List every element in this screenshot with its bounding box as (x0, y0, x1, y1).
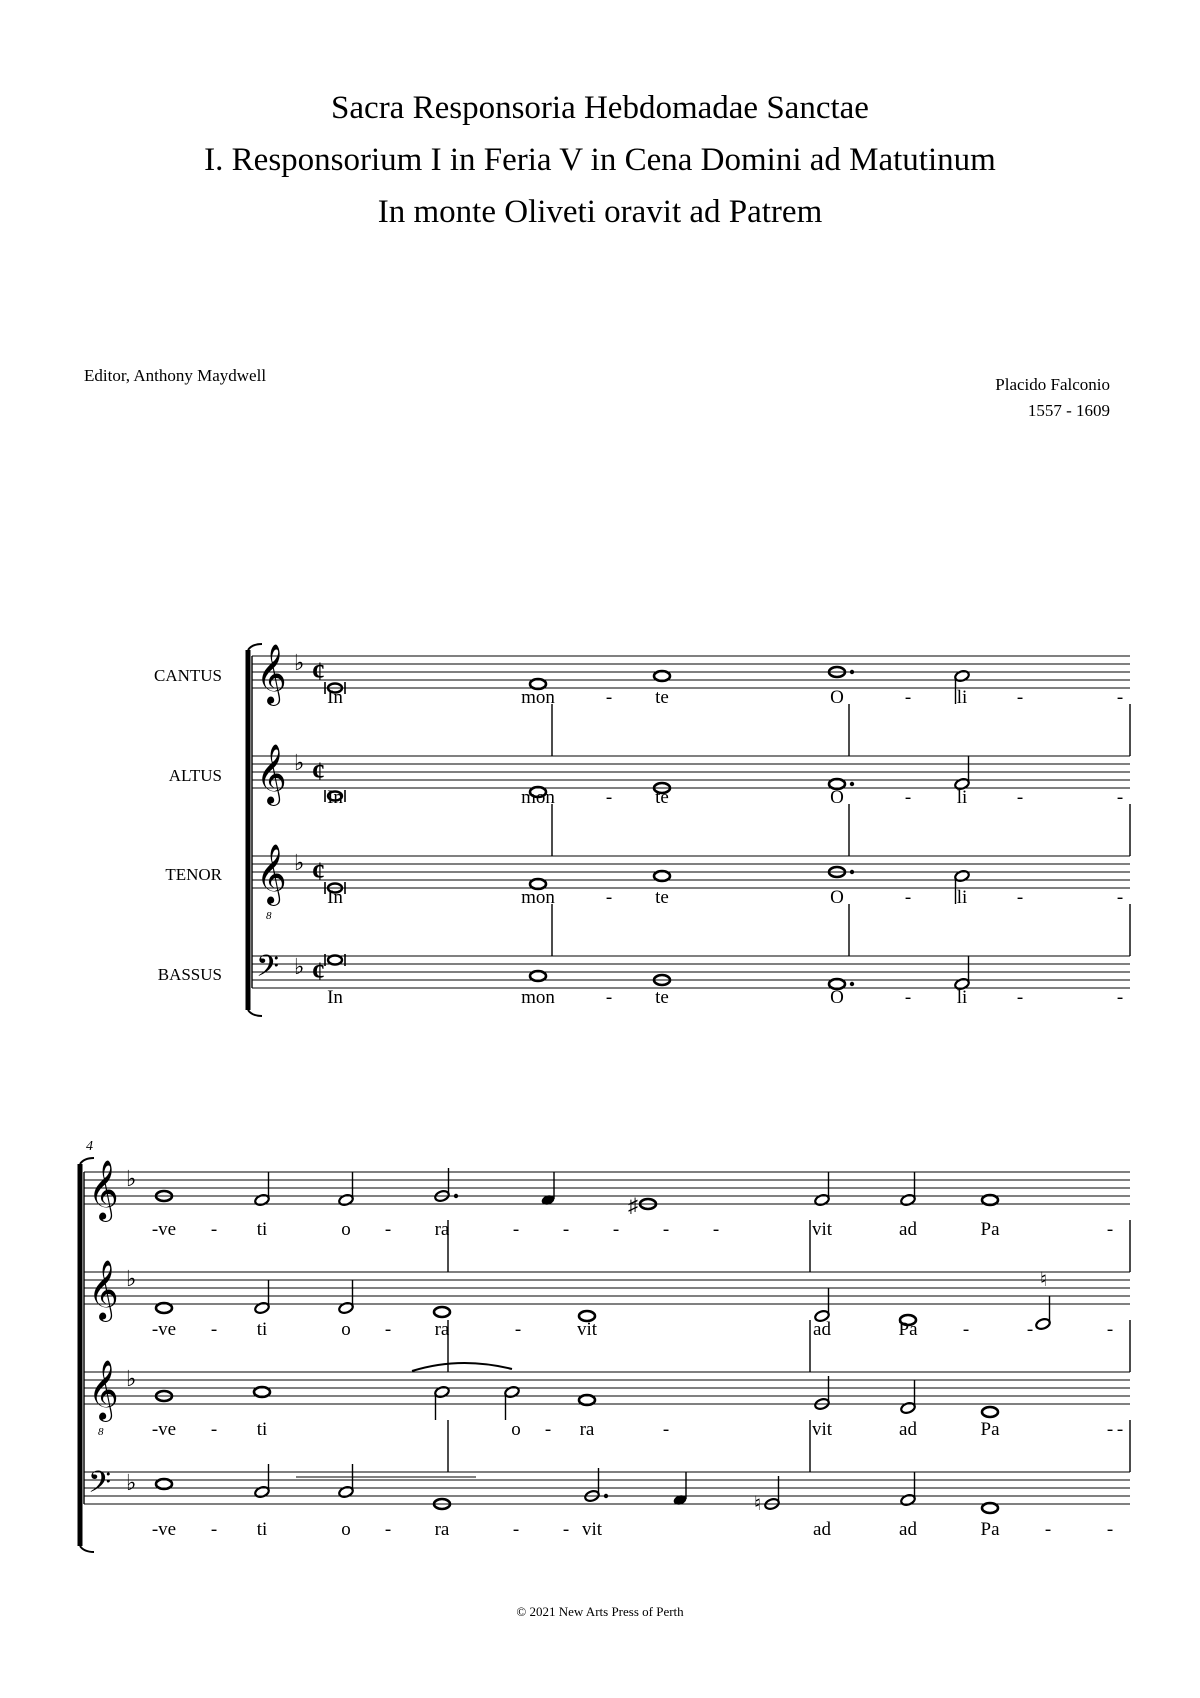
lyric-syllable: Pa (898, 1319, 918, 1340)
lyric-syllable: - (1116, 887, 1124, 908)
piece-collection-title: Sacra Responsoria Hebdomadae Sanctae (331, 90, 869, 126)
staff-altus-1 (252, 756, 1130, 788)
key-flat-icon: ♭ (126, 1166, 137, 1191)
lyric-syllable: - (384, 1519, 392, 1540)
treble-clef-icon: 𝄞 (256, 746, 287, 803)
augmentation-dot (604, 1494, 608, 1498)
bass-clef-icon: 𝄢 (88, 1466, 112, 1506)
lyric-syllable: - (605, 787, 613, 808)
staff-bassus-1 (252, 956, 1130, 988)
half-note (900, 1193, 916, 1206)
lyric-syllable: vit (811, 1219, 833, 1240)
cut-time-icon: ¢ (312, 857, 325, 886)
augmentation-dot (850, 870, 854, 874)
lyric-syllable: - (512, 1519, 520, 1540)
half-note (1035, 1317, 1051, 1330)
lyric-syllable: ti (256, 1519, 268, 1540)
lyric-syllable: - (904, 887, 912, 908)
half-note (504, 1385, 520, 1398)
lyric-syllable: ti (256, 1419, 268, 1440)
lyric-syllable: - (1106, 1219, 1114, 1240)
lyric-syllable: - (210, 1519, 218, 1540)
piece-incipit: In monte Oliveti oravit ad Patrem (377, 194, 823, 230)
lyric-syllable: ad (813, 1319, 831, 1340)
key-flat-icon: ♭ (294, 850, 305, 875)
staff-tenor-1 (252, 856, 1130, 888)
lyric-syllable: ad (899, 1519, 917, 1540)
system-2 (80, 1139, 1130, 1552)
treble-clef-icon: 𝄞 (88, 1262, 119, 1319)
cut-time-icon: ¢ (312, 757, 325, 786)
lyric-syllable: - (1106, 1519, 1114, 1540)
lyric-syllable: - (962, 1319, 970, 1340)
lyric-syllable: li (956, 887, 968, 908)
lyric-syllable: O (830, 787, 844, 808)
lyric-syllable: li (956, 687, 968, 708)
lyric-syllable: ti (256, 1219, 268, 1240)
lyric-syllable: o (341, 1319, 351, 1340)
staff-cantus-1 (252, 656, 1130, 688)
composer-dates: 1557 - 1609 (1027, 401, 1110, 420)
treble-clef-icon: 𝄞 (256, 646, 287, 703)
composer-name: Placido Falconio (995, 375, 1110, 394)
lyric-syllable: In (327, 687, 343, 708)
lyric-syllable: - (210, 1319, 218, 1340)
half-note (254, 1485, 270, 1498)
lyric-syllable: - (210, 1219, 218, 1240)
lyric-syllable: li (956, 987, 968, 1008)
lyric-syllable: - (1016, 887, 1024, 908)
half-note (954, 869, 970, 882)
lyric-syllable: - (1116, 687, 1124, 708)
lyric-syllable: ra (434, 1219, 450, 1240)
key-flat-icon: ♭ (126, 1366, 137, 1391)
lyric-syllable: - (662, 1419, 670, 1440)
lyric-syllable: -ve (151, 1419, 177, 1440)
lyric-syllable: - (904, 687, 912, 708)
key-flat-icon: ♭ (126, 1470, 137, 1495)
lyric-syllable: ra (434, 1319, 450, 1340)
augmentation-dot (454, 1194, 458, 1198)
lyric-syllable: ra (579, 1419, 595, 1440)
whole-note (434, 1307, 450, 1317)
key-flat-icon: ♭ (294, 954, 305, 979)
half-note (900, 1401, 916, 1414)
lyric-syllable: li (956, 787, 968, 808)
half-note (338, 1485, 354, 1498)
treble-clef-icon: 𝄞 (256, 846, 287, 903)
treble-clef-icon: 𝄞 (88, 1362, 119, 1419)
staff-cantus-2 (84, 1172, 1130, 1204)
lyric-syllable: - (1016, 787, 1024, 808)
lyric-syllable: ad (813, 1519, 831, 1540)
octave-eight-icon: 8 (266, 910, 272, 922)
half-note (254, 1193, 270, 1206)
lyric-syllable: te (655, 887, 669, 908)
lyric-syllable: Pa (980, 1219, 1000, 1240)
half-note (900, 1493, 916, 1506)
lyric-syllable: te (655, 787, 669, 808)
half-note (254, 1301, 270, 1314)
half-note (954, 669, 970, 682)
lyric-syllable: - (1116, 787, 1124, 808)
lyric-syllable: - (662, 1219, 670, 1240)
barlines-1 (252, 656, 1130, 988)
bass-clef-icon: 𝄢 (256, 950, 280, 990)
half-note (338, 1193, 354, 1206)
lyric-syllable: - (1116, 987, 1124, 1008)
lyric-syllable: - (1106, 1419, 1114, 1440)
lyric-syllable: ra (434, 1519, 450, 1540)
half-note (814, 1193, 830, 1206)
lyric-syllable: - (605, 687, 613, 708)
lyric-syllable: - (384, 1319, 392, 1340)
lyric-syllable: - (904, 787, 912, 808)
lyric-syllable: - (562, 1219, 570, 1240)
editor-credit: Editor, Anthony Maydwell (84, 366, 267, 385)
lyric-syllable: - (562, 1519, 570, 1540)
lyric-syllable: O (830, 887, 844, 908)
lyric-syllable: - (210, 1419, 218, 1440)
lyric-syllable: - (1016, 687, 1024, 708)
lyric-syllable: - (544, 1419, 552, 1440)
whole-note (982, 1407, 998, 1417)
augmentation-dot (850, 782, 854, 786)
lyric-syllable: vit (811, 1419, 833, 1440)
lyric-syllable: te (655, 987, 669, 1008)
measure-number: 4 (86, 1139, 93, 1154)
lyric-syllable: mon (521, 887, 555, 908)
lyric-syllable: - (384, 1219, 392, 1240)
tie-tenor (412, 1363, 512, 1371)
lyric-syllable: vit (576, 1319, 598, 1340)
half-note (338, 1301, 354, 1314)
lyric-syllable: - (1106, 1319, 1114, 1340)
key-flat-icon: ♭ (294, 650, 305, 675)
cut-time-icon: ¢ (312, 657, 325, 686)
lyric-syllable: - (612, 1219, 620, 1240)
lyric-syllable: - (712, 1219, 720, 1240)
piece-subtitle: I. Responsorium I in Feria V in Cena Domini ad Matutinum (204, 142, 996, 178)
lyric-syllable: o (341, 1519, 351, 1540)
lyric-syllable: - (904, 987, 912, 1008)
lyric-syllable: In (327, 787, 343, 808)
lyric-syllable: Pa (980, 1419, 1000, 1440)
natural-icon: ♮ (754, 1493, 762, 1515)
lyric-syllable: ad (899, 1219, 917, 1240)
lyric-syllable: - (1044, 1519, 1052, 1540)
lyric-syllable: -ve (151, 1319, 177, 1340)
lyric-syllable: - (514, 1319, 522, 1340)
octave-eight-icon: 8 (98, 1426, 104, 1438)
breve-note (328, 956, 342, 965)
natural-icon: ♮ (1040, 1269, 1048, 1291)
voice-label-altus: ALTUS (168, 766, 222, 785)
cut-time-icon: ¢ (312, 957, 325, 986)
lyric-syllable: te (655, 687, 669, 708)
key-flat-icon: ♭ (294, 750, 305, 775)
lyric-syllable: In (327, 887, 343, 908)
key-flat-icon: ♭ (126, 1266, 137, 1291)
lyric-syllable: Pa (980, 1519, 1000, 1540)
lyric-syllable: - (512, 1219, 520, 1240)
lyric-syllable: o (341, 1219, 351, 1240)
lyric-syllable: - (605, 987, 613, 1008)
lyric-syllable: -ve (151, 1219, 177, 1240)
voice-label-tenor: TENOR (165, 865, 222, 884)
lyric-syllable: ad (899, 1419, 917, 1440)
glyph-layer (88, 644, 1123, 1540)
lyric-syllable: -ve (151, 1519, 177, 1540)
lyric-syllable: O (830, 687, 844, 708)
treble-clef-icon: 𝄞 (88, 1162, 119, 1219)
lyric-syllable: ti (256, 1319, 268, 1340)
lyric-syllable: vit (581, 1519, 603, 1540)
lyric-syllable: mon (521, 787, 555, 808)
staff-bassus-2 (84, 1472, 1130, 1504)
sharp-icon: ♯ (628, 1195, 638, 1217)
lyric-syllable: - (1026, 1319, 1034, 1340)
staff-tenor-2 (84, 1372, 1130, 1404)
staff-altus-2 (84, 1272, 1130, 1304)
barlines-2 (84, 1172, 1130, 1504)
half-note (434, 1385, 450, 1398)
voice-label-cantus: CANTUS (153, 666, 222, 685)
lyric-syllable: - (1116, 1419, 1124, 1440)
lyric-syllable: O (830, 987, 844, 1008)
lyric-syllable: mon (521, 987, 555, 1008)
copyright-footer: © 2021 New Arts Press of Perth (516, 1604, 684, 1619)
voice-label-bassus: BASSUS (157, 965, 222, 984)
lyric-syllable: In (327, 987, 343, 1008)
lyric-syllable: - (605, 887, 613, 908)
augmentation-dot (850, 982, 854, 986)
augmentation-dot (850, 670, 854, 674)
lyric-syllable: o (511, 1419, 521, 1440)
lyric-syllable: - (1016, 987, 1024, 1008)
lyric-syllable: mon (521, 687, 555, 708)
